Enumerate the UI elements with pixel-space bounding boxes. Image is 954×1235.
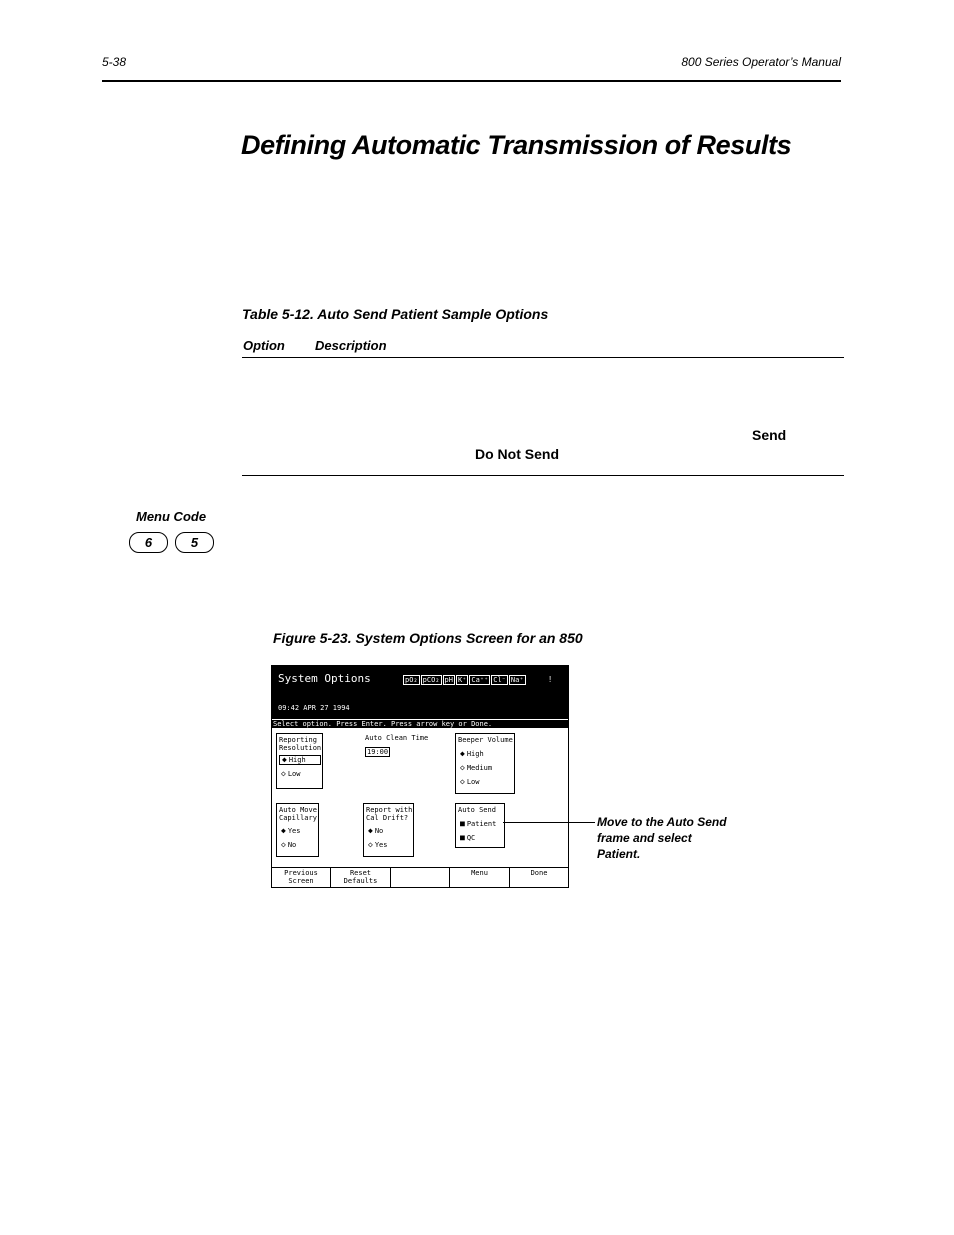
menu-button[interactable]: Menu — [450, 868, 510, 888]
callout-leader-line — [503, 822, 595, 823]
blank-softkey[interactable] — [391, 868, 450, 888]
callout-line-3: Patient. — [597, 847, 641, 861]
filled-diamond-icon: ◆ — [281, 826, 286, 835]
callout-line-2: frame and select — [597, 831, 692, 845]
report-cal-drift-frame[interactable] — [363, 803, 414, 857]
reporting-resolution-high[interactable]: ◆ High — [279, 755, 321, 765]
reporting-resolution-low[interactable]: ◇ Low — [281, 769, 301, 778]
callout-line-1: Move to the Auto Send — [597, 815, 727, 829]
analyte-cl: Cl⁻ — [493, 676, 506, 684]
analyte-ca: Ca⁺⁺ — [471, 676, 489, 684]
analyte-pco2: pCO₂ — [422, 676, 440, 684]
analyte-k: K⁺ — [457, 676, 467, 684]
screen-datetime: 09:42 APR 27 1994 — [278, 704, 350, 712]
auto-clean-time-label: Auto Clean Time — [365, 734, 429, 742]
menu-key-5: 5 — [175, 532, 214, 553]
hollow-diamond-icon: ◇ — [460, 763, 465, 772]
figure-callout — [597, 814, 727, 862]
table-header-description: Description — [315, 338, 387, 353]
filled-square-icon: ■ — [460, 819, 465, 828]
screen-prompt: Select option. Press Enter. Press arrow key or Done. — [272, 719, 568, 728]
screen-title: System Options — [278, 672, 371, 685]
header-rule — [102, 80, 841, 82]
manual-title: 800 Series Operator’s Manual — [681, 55, 841, 69]
report-cal-drift-no[interactable]: ◆ No — [368, 826, 384, 835]
analyte-indicators — [403, 676, 527, 684]
beeper-volume-label: Beeper Volume — [458, 736, 513, 744]
hollow-diamond-icon: ◇ — [368, 840, 373, 849]
beeper-volume-frame[interactable] — [455, 733, 515, 794]
beeper-volume-low[interactable]: ◇ Low — [460, 777, 480, 786]
auto-send-frame[interactable] — [455, 803, 505, 848]
beeper-volume-medium[interactable]: ◇ Medium — [460, 763, 493, 772]
auto-send-qc[interactable]: ■ QC — [460, 833, 476, 842]
auto-move-capillary-yes[interactable]: ◆ Yes — [281, 826, 301, 835]
status-mark: ! — [549, 675, 552, 684]
report-cal-drift-label: Report with Cal Drift? — [366, 806, 413, 822]
section-title: Defining Automatic Transmission of Results — [241, 130, 792, 160]
filled-square-icon: ■ — [460, 833, 465, 842]
auto-clean-time-value[interactable]: 19:00 — [367, 748, 389, 756]
analyte-po2: pO₂ — [405, 676, 418, 684]
filled-diamond-icon: ◆ — [368, 826, 373, 835]
do-not-send-option-text: Do Not Send — [475, 446, 559, 462]
analyte-ph: pH — [444, 676, 453, 684]
auto-send-label: Auto Send — [458, 806, 496, 814]
page-number: 5-38 — [102, 55, 127, 69]
done-button[interactable]: Done — [530, 869, 548, 877]
table-caption: Table 5-12. Auto Send Patient Sample Options — [242, 306, 549, 322]
system-options-screen — [271, 665, 569, 888]
table-header-option: Option — [243, 338, 285, 353]
analyte-na: Na⁺ — [510, 676, 524, 684]
hollow-diamond-icon: ◇ — [460, 777, 465, 786]
reporting-resolution-frame[interactable] — [276, 733, 323, 789]
menu-key-6: 6 — [129, 532, 168, 553]
beeper-volume-high[interactable]: ◆ High — [460, 749, 484, 758]
table-rule-bottom — [242, 475, 844, 476]
reporting-resolution-label: Reporting Resolution — [279, 736, 322, 752]
screen-header — [272, 666, 568, 719]
auto-move-capillary-frame[interactable] — [276, 803, 319, 857]
filled-diamond-icon: ◆ — [460, 749, 465, 758]
figure-caption: Figure 5-23. System Options Screen for an 850 — [273, 630, 583, 646]
hollow-diamond-icon: ◇ — [281, 840, 286, 849]
auto-move-capillary-no[interactable]: ◇ No — [281, 840, 297, 849]
table-rule-top — [242, 357, 844, 358]
auto-send-patient[interactable]: ■ Patient — [460, 819, 497, 828]
hollow-diamond-icon: ◇ — [281, 769, 286, 778]
auto-move-capillary-label: Auto Move Capillary — [279, 806, 317, 822]
softkey-row — [272, 867, 568, 888]
previous-screen-button[interactable]: Previous Screen — [272, 868, 331, 888]
filled-diamond-icon: ◆ — [282, 755, 287, 764]
report-cal-drift-yes[interactable]: ◇ Yes — [368, 840, 388, 849]
menu-code-label: Menu Code — [136, 509, 207, 524]
send-option-text: Send — [752, 427, 787, 443]
reset-defaults-button[interactable]: Reset Defaults — [331, 868, 391, 888]
